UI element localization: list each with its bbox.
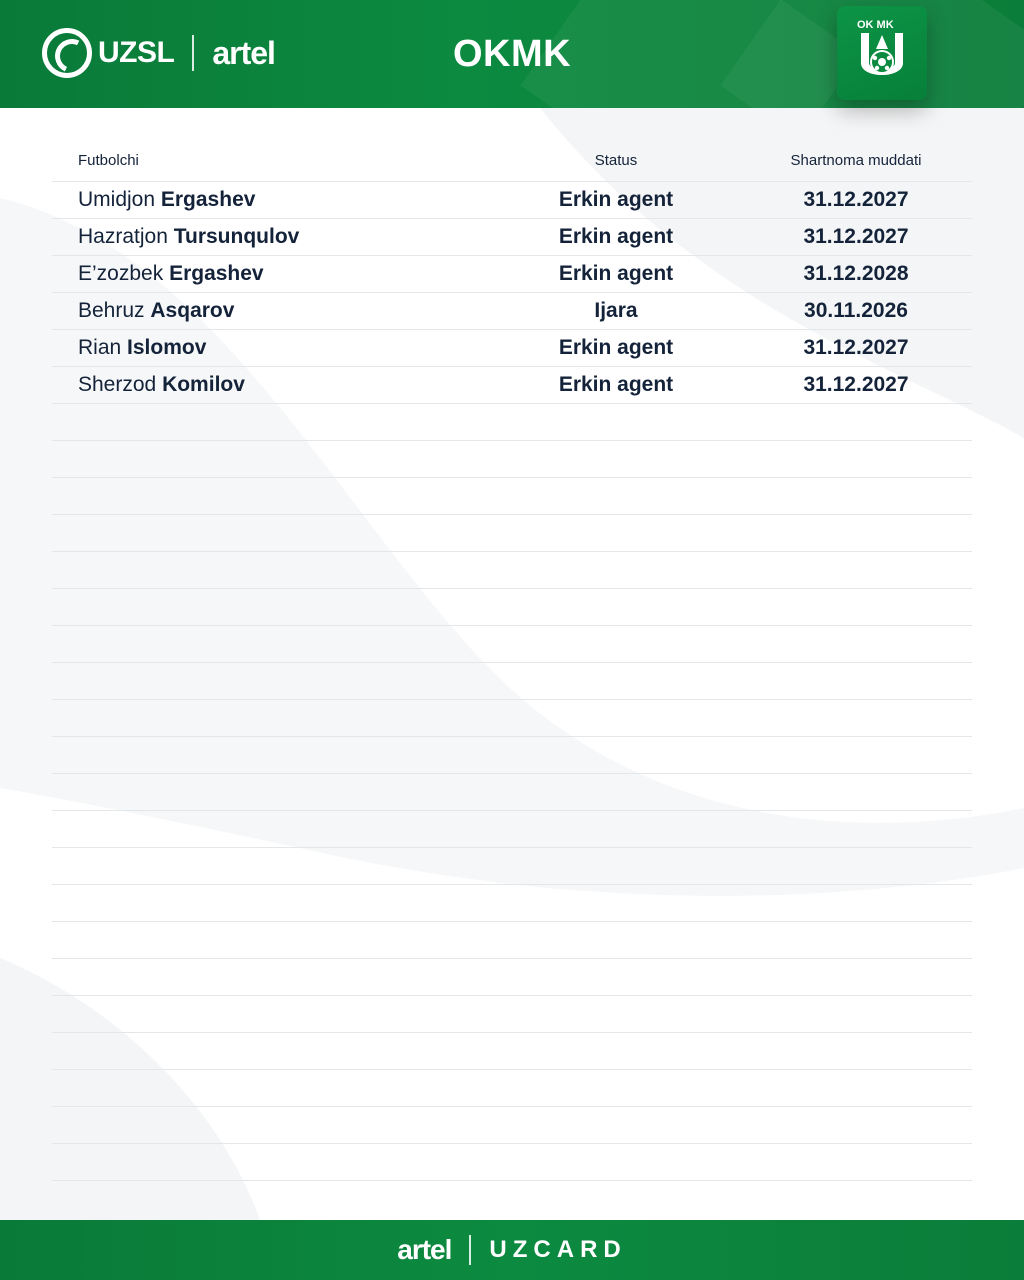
club-title: OKMK [452, 33, 572, 75]
players-table [52, 140, 972, 1181]
player-last-name: Ergashev [160, 188, 256, 211]
empty-table-row [52, 626, 972, 663]
table-row [52, 256, 972, 293]
empty-table-row [52, 515, 972, 552]
empty-table-row [52, 1070, 972, 1107]
empty-table-row [52, 959, 972, 996]
empty-table-row [52, 1107, 972, 1144]
player-status: Erkin agent [558, 336, 674, 359]
empty-table-row [52, 441, 972, 478]
uzsl-logo-text: UZSL [98, 36, 175, 69]
player-last-name: Komilov [162, 373, 245, 396]
player-name [52, 299, 492, 323]
table-row [52, 367, 972, 404]
empty-table-row [52, 663, 972, 700]
player-first-name: Rian [78, 336, 122, 359]
empty-table-row [52, 552, 972, 589]
empty-rows [52, 404, 972, 1181]
player-first-name: Hazratjon [78, 225, 168, 248]
player-status: Erkin agent [558, 262, 674, 285]
contract-date: 30.11.2026 [804, 299, 908, 322]
column-header-player: Futbolchi [78, 152, 139, 169]
table-row [52, 330, 972, 367]
empty-table-row [52, 922, 972, 959]
player-status: Erkin agent [558, 188, 674, 211]
player-name [52, 373, 492, 397]
empty-table-row [52, 811, 972, 848]
empty-table-row [52, 589, 972, 626]
player-first-name: Sherzod [78, 373, 157, 396]
contract-date: 31.12.2027 [803, 188, 909, 211]
player-last-name: Asqarov [150, 299, 235, 322]
empty-table-row [52, 700, 972, 737]
player-first-name: Behruz [78, 299, 145, 322]
contract-date: 31.12.2027 [803, 336, 909, 359]
club-crest [837, 6, 927, 100]
table-row [52, 219, 972, 256]
player-status: Erkin agent [558, 373, 674, 396]
club-crest-icon [847, 13, 917, 93]
footer-bar [0, 1220, 1024, 1280]
empty-table-row [52, 848, 972, 885]
contract-date: 31.12.2028 [803, 262, 909, 285]
empty-table-row [52, 1033, 972, 1070]
empty-table-row [52, 737, 972, 774]
empty-table-row [52, 1144, 972, 1181]
player-name [52, 336, 492, 360]
player-first-name: Umidjon [78, 188, 156, 211]
empty-table-row [52, 404, 972, 441]
empty-table-row [52, 774, 972, 811]
player-status: Erkin agent [558, 225, 674, 248]
player-last-name: Islomov [127, 336, 207, 359]
table-row [52, 182, 972, 219]
footer-artel-logo: artel [397, 1234, 452, 1265]
footer-uzcard-logo: UZCARD [489, 1236, 627, 1263]
player-first-name: E’zozbek [78, 262, 164, 285]
footer-divider [469, 1235, 471, 1265]
player-last-name: Tursunqulov [173, 225, 300, 248]
player-last-name: Ergashev [169, 262, 264, 285]
contract-date: 31.12.2027 [803, 373, 909, 396]
table-header [52, 140, 972, 182]
empty-table-row [52, 885, 972, 922]
player-status: Ijara [594, 299, 638, 322]
player-name [52, 225, 492, 249]
crest-lettering: OK MK [857, 19, 894, 31]
empty-table-row [52, 478, 972, 515]
column-header-contract: Shartnoma muddati [790, 152, 922, 169]
player-name [52, 188, 492, 212]
empty-table-row [52, 996, 972, 1033]
contract-date: 31.12.2027 [803, 225, 909, 248]
player-name [52, 262, 492, 286]
table-row [52, 293, 972, 330]
column-header-status: Status [594, 152, 638, 169]
artel-logo-text: artel [212, 34, 275, 71]
